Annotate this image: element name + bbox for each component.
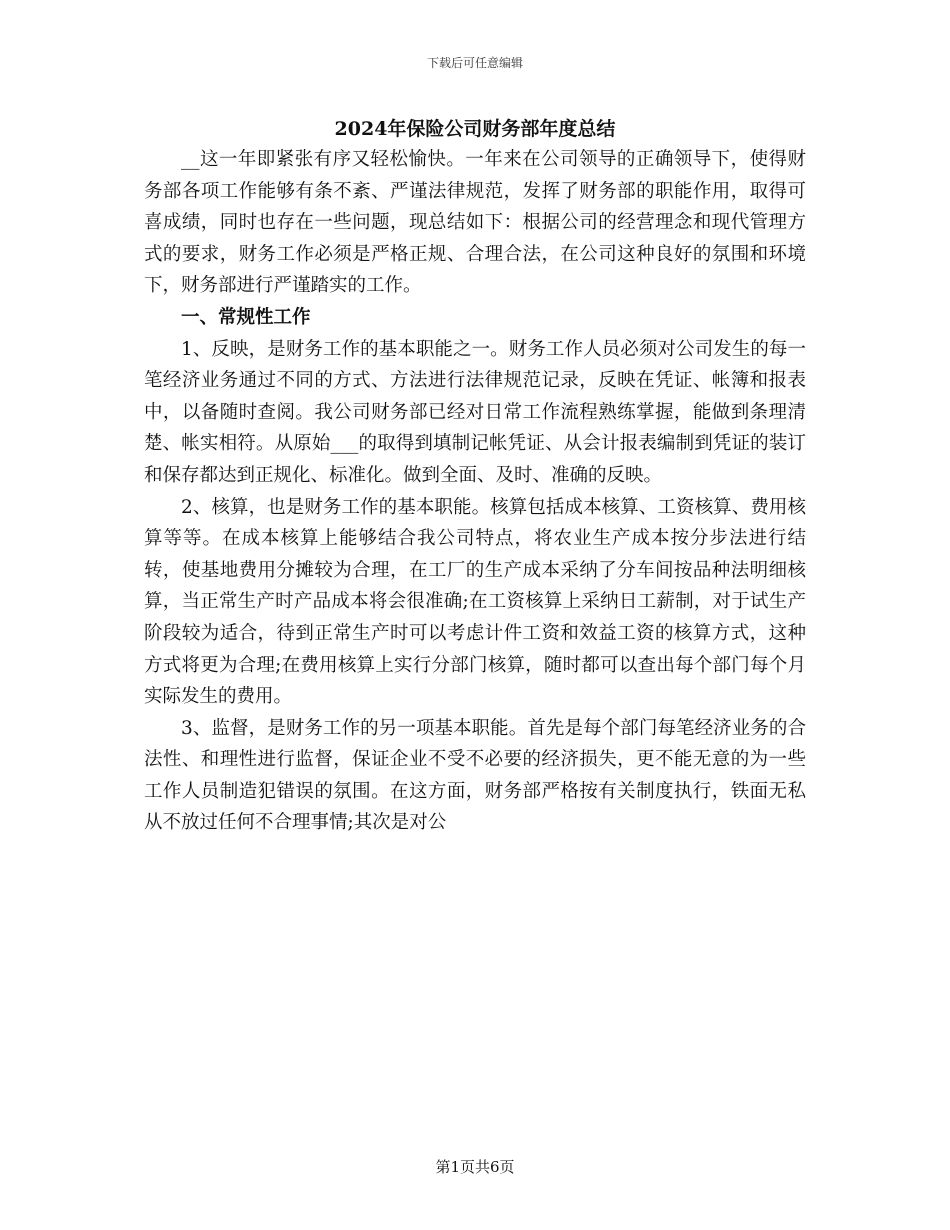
document-body — [144, 114, 806, 839]
section-heading-routine-work: 一、常规性工作 — [181, 306, 311, 328]
page-footer: 第1页共6页 — [435, 1158, 515, 1176]
document-title: 2024年保险公司财务部年度总结 — [334, 118, 616, 140]
paragraph-item-2: 2、核算，也是财务工作的基本职能。核算包括成本核算、工资核算、费用核算等等。在成本核算上能够结合我公司特点，将农业生产成本按分步法进行结转，使基地费用分摊较为合理，在工厂的生产成本采纳了分车间按品种法明细核算，当正常生产时产品成本将会很准确;在工资核算上采纳日工薪制，对于试生产阶段较为适合，待到正常生产时可以考虑计件工资和效益工资的核算方式，这种方式将更为合理;在费用核算上实行分部门核算，随时都可以查出每个部门每个月实际发生的费用。 — [144, 496, 806, 708]
paragraph-item-1: 1、反映，是财务工作的基本职能之一。财务工作人员必须对公司发生的每一笔经济业务通过不同的方式、方法进行法律规范记录，反映在凭证、帐簿和报表中，以备随时查阅。我公司财务部已经对日常工作流程熟练掌握，能做到条理清楚、帐实相符。从原始___的取得到填制记帐凭证、从会计报表编制到凭证的装订和保存都达到正规化、标准化。做到全面、及时、准确的反映。 — [144, 338, 806, 486]
paragraph-item-3: 3、监督，是财务工作的另一项基本职能。首先是每个部门每笔经济业务的合法性、和理性进行监督，保证企业不受不必要的经济损失，更不能无意的为一些工作人员制造犯错误的氛围。在这方面，财务部严格按有关制度执行，铁面无私从不放过任何不合理事情;其次是对公 — [144, 717, 806, 834]
intro-paragraph: __这一年即紧张有序又轻松愉快。一年来在公司领导的正确领导下，使得财务部各项工作能够有条不紊、严谨法律规范，发挥了财务部的职能作用，取得可喜成绩，同时也存在一些问题，现总结如下：根据公司的经营理念和现代管理方式的要求，财务工作必须是严格正规、合理合法，在公司这种良好的氛围和环境下，财务部进行严谨踏实的工作。 — [144, 149, 806, 297]
header-note: 下载后可任意编辑 — [426, 56, 523, 70]
